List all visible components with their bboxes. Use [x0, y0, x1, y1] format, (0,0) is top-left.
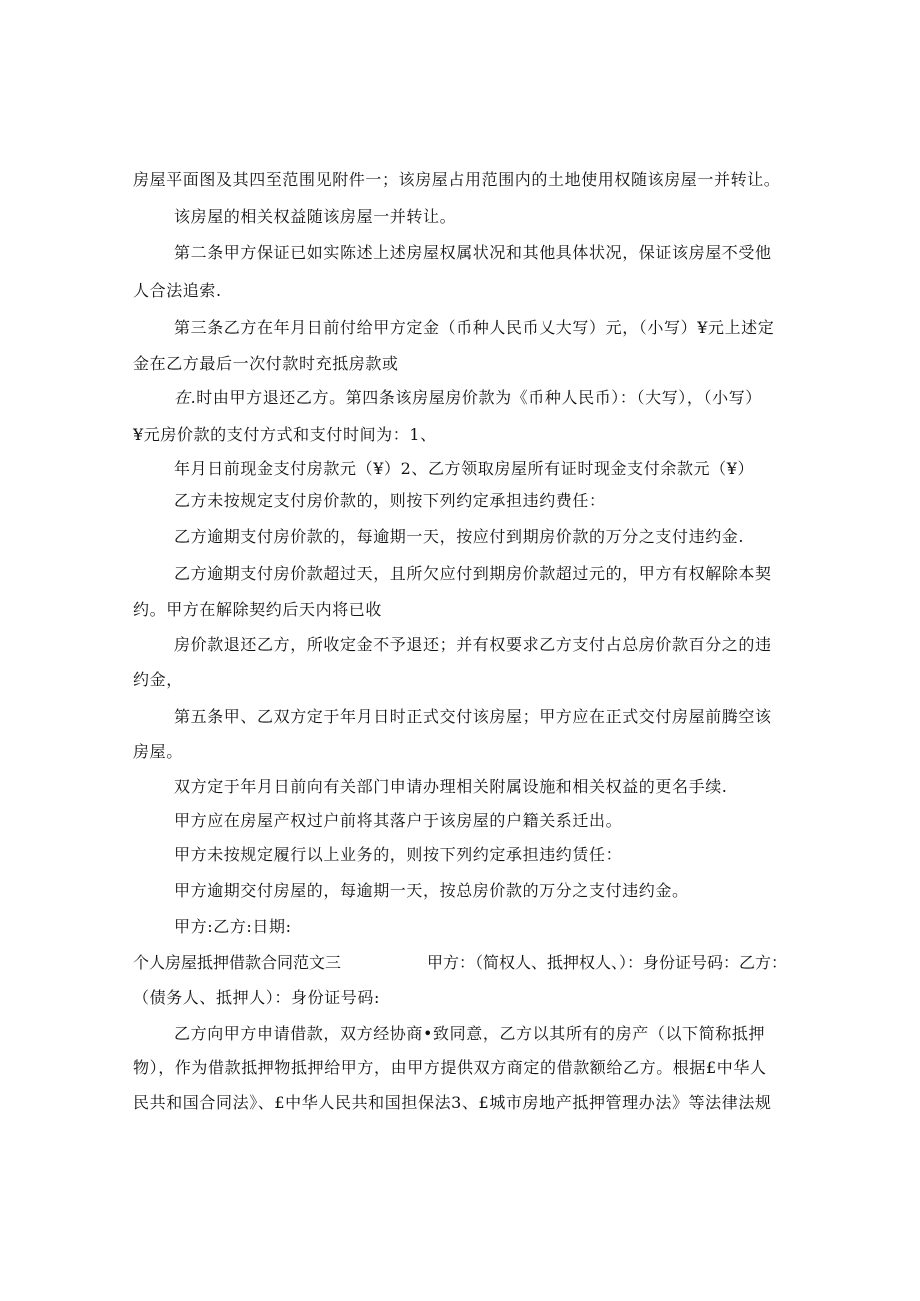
text-line-7-body: 时由甲方退还乙方。第四条该房屋房价款为《币种人民币）：（大写），（小写）: [196, 388, 762, 407]
text-line-7-prefix: 在.: [174, 388, 197, 407]
text-line-18: 双方定于年月日前向有关部门申请办理相关附属设施和相关权益的更名手续.: [174, 777, 728, 796]
text-line-13: 约。甲方在解除契约后天内将已收: [133, 600, 383, 619]
text-line-17: 房屋。: [133, 742, 183, 761]
text-line-4: 人合法追索.: [133, 281, 222, 300]
text-line-19: 甲方应在房屋产权过户前将其落户于该房屋的户籍关系迁出。: [174, 811, 623, 830]
text-line-14: 房价款退还乙方，所收定金不予退还；并有权要求乙方支付占总房价款百分之的违: [174, 635, 772, 654]
contract-title: 个人房屋抵押借款合同范文三: [133, 953, 342, 972]
text-line-25: 乙方向甲方申请借款，双方经协商•致同意，乙方以其所有的房产（以下简称抵押: [174, 1024, 766, 1043]
text-line-11: 乙方逾期支付房价款的，每逾期一天，按应付到期房价款的万分之支付违约金.: [174, 527, 745, 546]
text-line-20: 甲方未按规定履行以上业务的，则按下列约定承担违约赁任：: [174, 845, 623, 864]
text-line-15: 约金，: [133, 670, 183, 689]
text-line-12: 乙方逾期支付房价款超过天，且所欠应付到期房价款超过元的，甲方有权解除本契: [174, 564, 772, 583]
text-line-5: 第三条乙方在年月日前付给甲方定金（币种人民币乂大写）元，（小写）¥元上述定: [174, 318, 775, 337]
text-line-10: 乙方未按规定支付房价款的，则按下列约定承担违约费任：: [174, 491, 606, 510]
party-info: 甲方：（简权人、抵押权人、）：身份证号码：乙方：: [426, 953, 787, 972]
text-line-24: （债务人、抵押人）：身份证号码:: [133, 988, 380, 1007]
text-line-3: 第二条甲方保证已如实陈述上述房屋权属状况和其他具体状况，保证该房屋不受他: [174, 243, 772, 262]
text-line-27: 民共和国合同法》、£中华人民共和国担保法3、£城市房地产抵押管理办法》等法律法规: [133, 1093, 772, 1112]
text-line-26: 物），作为借款抵押物抵押给甲方，由甲方提供双方商定的借款额给乙方。根据£中华人: [133, 1058, 767, 1077]
text-line-9: 年月日前现金支付房款元（¥）2、乙方领取房屋所有证时现金支付余款元（¥）: [174, 459, 755, 478]
text-line-23: [133, 953, 787, 973]
text-line-6: 金在乙方最后一次付款时充抵房款或: [133, 354, 399, 373]
text-line-1: 房屋平面图及其四至范围见附件一；该房屋占用范围内的土地使用权随该房屋一并转让。: [133, 170, 781, 189]
text-line-8: ¥元房价款的支付方式和支付时间为：1、: [133, 425, 437, 444]
text-line-21: 甲方逾期交付房屋的，每逾期一天，按总房价款的万分之支付违约金。: [174, 881, 689, 900]
text-line-16: 第五条甲、乙双方定于年月日时正式交付该房屋；甲方应在正式交付房屋前腾空该: [174, 707, 772, 726]
text-line-22: 甲方:乙方:日期:: [174, 917, 292, 936]
text-line-2: 该房屋的相关权益随该房屋一并转让。: [174, 207, 457, 226]
text-line-7: [0, 388, 920, 408]
